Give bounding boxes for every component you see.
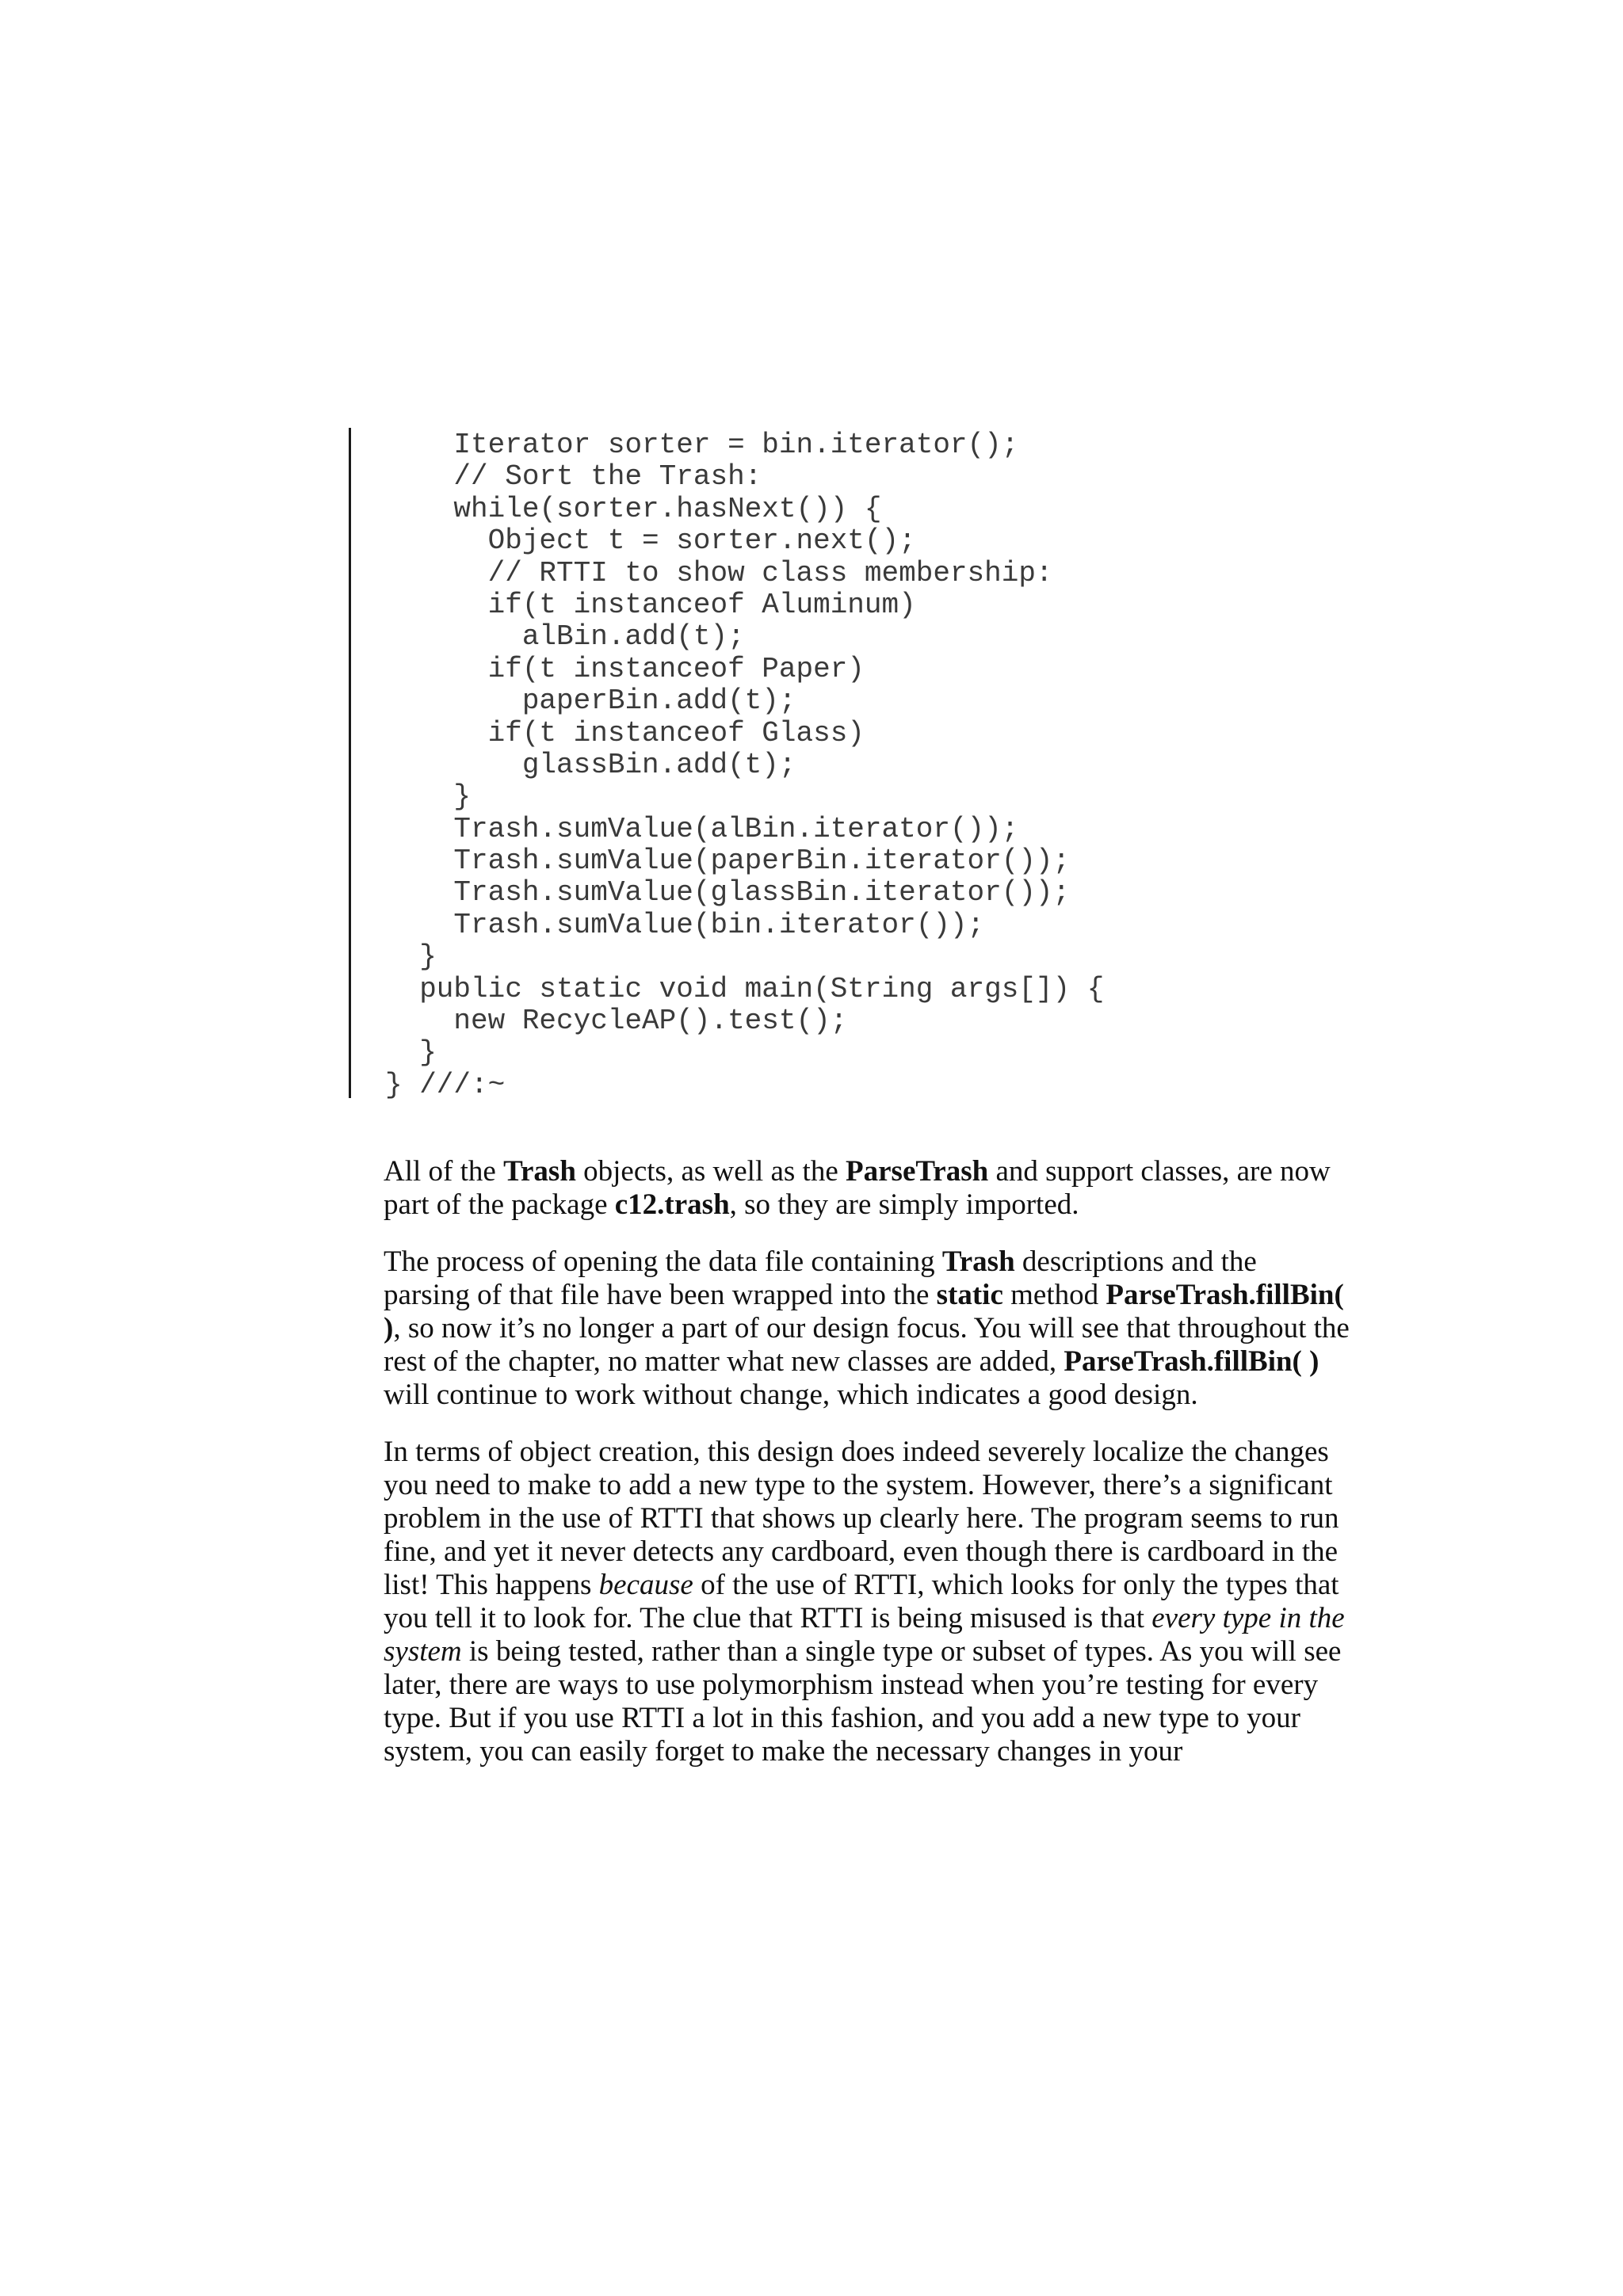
code-line: alBin.add(t); (385, 620, 745, 654)
text-run: The process of opening the data file containing (384, 1245, 942, 1278)
code-line: Trash.sumValue(alBin.iterator()); (385, 812, 1019, 845)
text-run: descriptions and the parsing of that file have been wrapped into the (384, 1245, 1257, 1311)
text-run: and support classes, are now part of the package (384, 1155, 1331, 1221)
text-run-bold: c12.trash (614, 1188, 730, 1221)
code-line: new RecycleAP().test(); (385, 1005, 848, 1038)
code-line: } (385, 940, 437, 974)
text-run-bold: Trash (941, 1245, 1015, 1278)
code-line: while(sorter.hasNext()) { (385, 492, 882, 525)
text-run: will continue to work without change, which indicates a good design. (384, 1379, 1198, 1411)
code-line: } ///:~ (385, 1068, 506, 1101)
code-line: Trash.sumValue(paperBin.iterator()); (385, 845, 1071, 878)
code-listing (385, 429, 1104, 1101)
text-run: , so they are simply imported. (729, 1188, 1079, 1221)
text-run-italic: every type in the system (384, 1602, 1345, 1668)
code-line: } (385, 1036, 437, 1070)
code-line: if(t instanceof Paper) (385, 652, 865, 685)
code-line: Trash.sumValue(bin.iterator()); (385, 908, 985, 941)
code-line: Object t = sorter.next(); (385, 524, 916, 558)
code-line: Iterator sorter = bin.iterator(); (385, 429, 1019, 461)
text-run: In terms of object creation, this design does indeed severely localize the changes you need to make to add a new type to the system. However, there’s a significant problem in the use of RTTI that shows up clearly here. The program seems to run fine, and yet it never detects any cardboard, even though there is cardboard in the list! This happens (384, 1436, 1339, 1601)
text-run-bold: Trash (503, 1155, 576, 1188)
code-change-bar (349, 428, 351, 1098)
text-run-bold: ParseTrash.fillBin( ) (1064, 1345, 1319, 1378)
body-text (384, 1155, 1350, 1792)
paragraph (384, 1436, 1350, 1768)
code-line: if(t instanceof Glass) (385, 716, 865, 749)
code-line: // RTTI to show class membership: (385, 556, 1053, 589)
text-run: , so now it’s no longer a part of our design focus. You will see that throughout the rest of the chapter, no matter what new classes are added, (384, 1312, 1350, 1378)
text-run: method (1002, 1279, 1106, 1311)
code-line: public static void main(String args[]) { (385, 972, 1105, 1005)
code-line: glassBin.add(t); (385, 748, 796, 781)
text-run: All of the (384, 1155, 504, 1188)
text-run: of the use of RTTI, which looks for only the types that you tell it to look for. The clue that RTTI is being misused is that (384, 1569, 1339, 1634)
text-run: is being tested, rather than a single type or subset of types. As you will see later, there are ways to use polymorphism instead when you’re testing for every type. But if you use RTTI a lot in this fashion, and you add a new type to your system, you can easily forget to make the necessary changes in your (384, 1635, 1342, 1768)
paragraph (384, 1155, 1350, 1222)
code-line: paperBin.add(t); (385, 685, 796, 718)
text-run-bold: ParseTrash (846, 1155, 989, 1188)
text-run-italic: because (598, 1569, 693, 1601)
code-line: Trash.sumValue(glassBin.iterator()); (385, 876, 1071, 910)
code-line: if(t instanceof Aluminum) (385, 588, 916, 621)
paragraph (384, 1245, 1350, 1412)
code-line: // Sort the Trash: (385, 460, 762, 494)
text-run-bold: static (936, 1279, 1003, 1311)
text-run: objects, as well as the (575, 1155, 846, 1188)
text-run-bold: ParseTrash.fillBin( ) (384, 1279, 1344, 1344)
code-line: } (385, 780, 472, 814)
